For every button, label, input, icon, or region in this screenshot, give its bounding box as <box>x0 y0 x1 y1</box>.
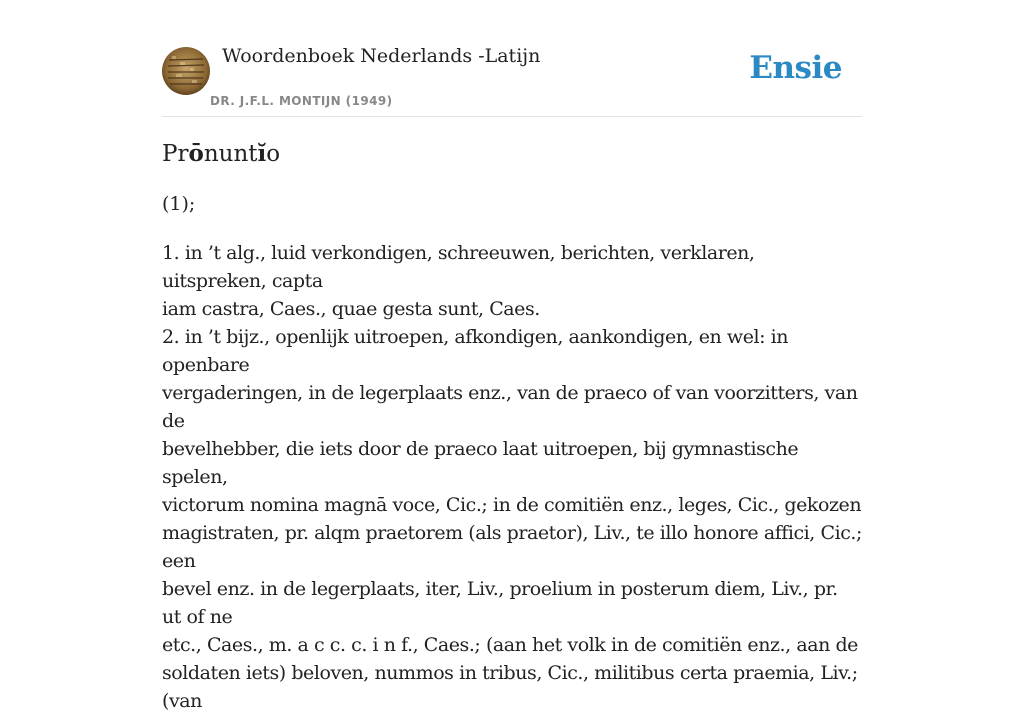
title-part: o <box>266 141 281 167</box>
header <box>162 0 862 117</box>
title-part: Pr <box>162 141 189 167</box>
definition-line: bevelhebber, die iets door de praeco laat uitroepen, bij gymnastische spelen, <box>162 438 799 488</box>
title-part-long-vowel: ō <box>188 140 204 167</box>
definition-line: 1. in ’t alg., luid verkondigen, schreeuwen, berichten, verklaren, uitspreken, capta <box>162 242 755 292</box>
entry-definition <box>162 239 862 715</box>
title-part: nunt <box>203 141 258 167</box>
ensie-logo[interactable]: Ensie <box>749 50 842 86</box>
entry-title <box>162 140 280 167</box>
old-book-cover-icon <box>162 47 210 95</box>
title-part-short-vowel: ĭ <box>257 140 267 167</box>
definition-line: soldaten iets) beloven, nummos in tribus, Cic., militibus certa praemia, Liv.; (van <box>162 662 858 712</box>
definition-line: magistraten, pr. alqm praetorem (als praetor), Liv., te illo honore affici, Cic.; een <box>162 522 862 572</box>
definition-line: vergaderingen, in de legerplaats enz., van de praeco of van voorzitters, van de <box>162 382 858 432</box>
page <box>162 0 862 712</box>
book-title[interactable]: Woordenboek Nederlands -Latijn <box>222 45 541 67</box>
definition-line: victorum nomina magnā voce, Cic.; in de comitiën enz., leges, Cic., gekozen <box>162 494 862 516</box>
entry-reference: (1); <box>162 193 196 215</box>
author-name: DR. J.F.L. MONTIJN (1949) <box>210 94 393 108</box>
definition-line: etc., Caes., m. a c c. c. i n f., Caes.; (aan het volk in de comitiën enz., aan de <box>162 634 858 656</box>
definition-line: 2. in ’t bijz., openlijk uitroepen, afkondigen, aankondigen, en wel: in openbare <box>162 326 789 376</box>
definition-line: bevel enz. in de legerplaats, iter, Liv., proelium in posterum diem, Liv., pr. ut of ne <box>162 578 838 628</box>
definition-line: iam castra, Caes., quae gesta sunt, Caes. <box>162 298 540 320</box>
